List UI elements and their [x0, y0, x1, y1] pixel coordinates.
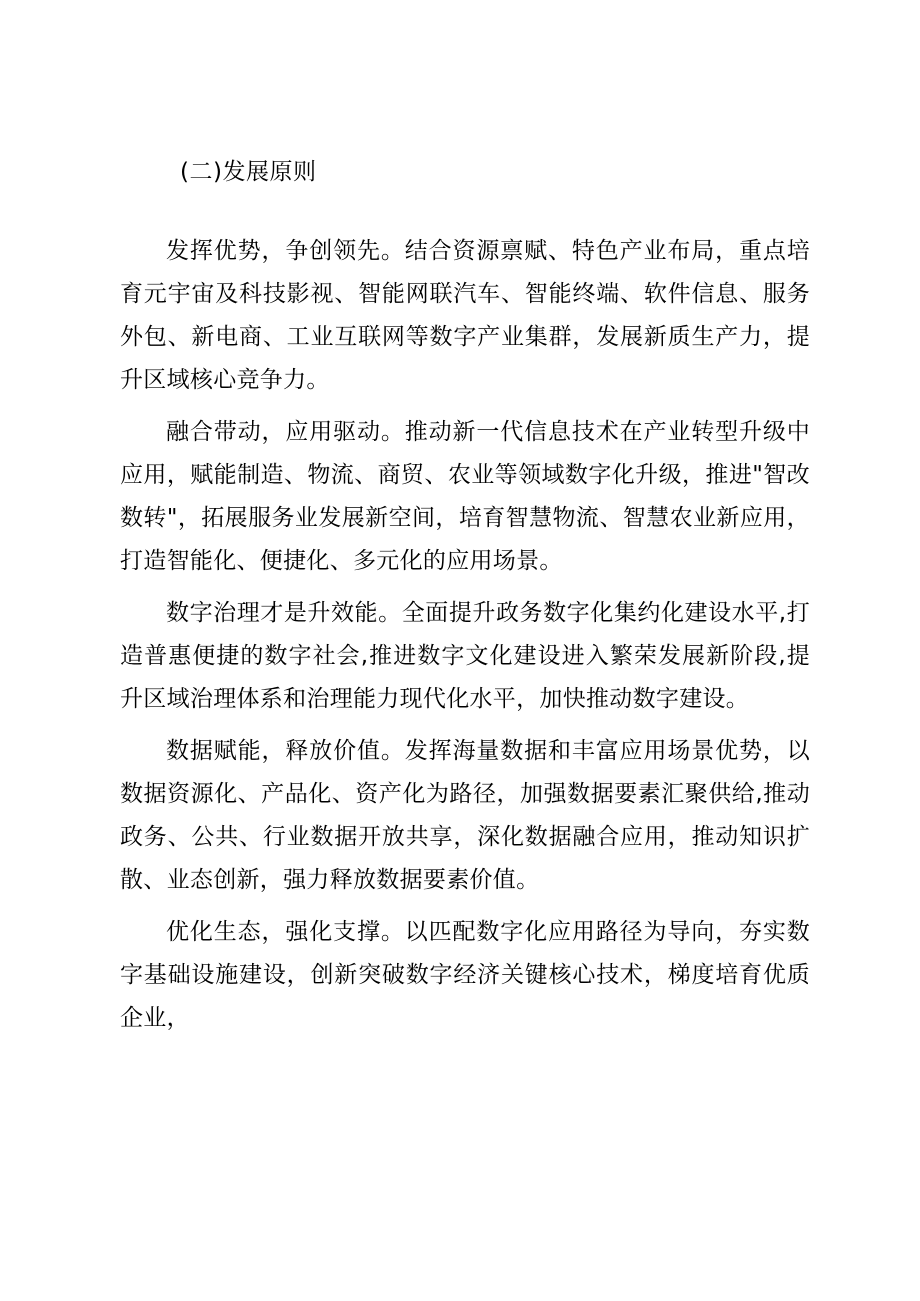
- section-heading: (二)发展原则: [180, 159, 317, 185]
- paragraph-data-empowerment: 数据赋能，释放价值。发挥海量数据和丰富应用场景优势，以数据资源化、产品化、资产化为路径，加强数据要素汇聚供给,推动政务、公共、行业数据开放共享，深化数据融合应用，推动知识扩散、业态创新，强力释放数据要素价值。: [120, 738, 810, 893]
- paragraph-integration-application: 融合带动，应用驱动。推动新一代信息技术在产业转型升级中应用，赋能制造、物流、商贸、农业等领域数字化升级，推进"智改数转"，拓展服务业发展新空间，培育智慧物流、智慧农业新应用，打造智能化、便捷化、多元化的应用场景。: [120, 419, 810, 574]
- paragraph-leverage-advantages: 发挥优势，争创领先。结合资源禀赋、特色产业布局，重点培育元宇宙及科技影视、智能网联汽车、智能终端、软件信息、服务外包、新电商、工业互联网等数字产业集群，发展新质生产力，提升区域核心竞争力。: [120, 238, 810, 393]
- paragraph-optimize-ecosystem: 优化生态，强化支撑。以匹配数字化应用路径为导向，夯实数字基础设施建设，创新突破数字经济关键核心技术，梯度培育优质企业，: [120, 919, 810, 1031]
- body-text: [120, 230, 810, 1049]
- paragraph-digital-governance: 数字治理才是升效能。全面提升政务数字化集约化建设水平,打造普惠便捷的数字社会,推进数字文化建设进入繁荣发展新阶段,提升区域治理体系和治理能力现代化水平，加快推动数字建设。: [120, 600, 810, 712]
